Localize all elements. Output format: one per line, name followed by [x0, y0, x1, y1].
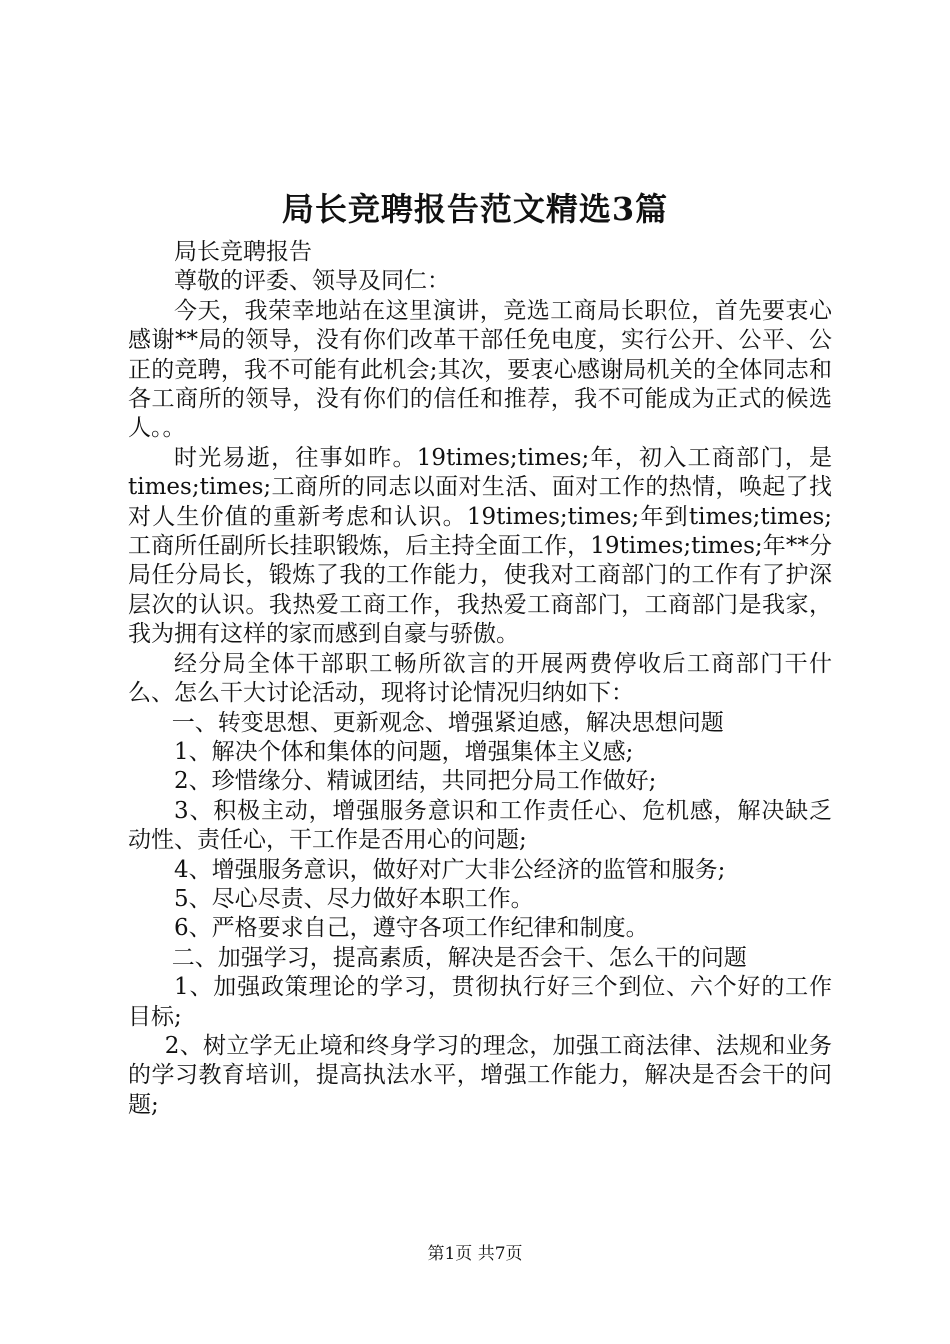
- section-heading-1: 一、转变思想、更新观念、增强紧迫感，解决思想问题: [171, 709, 724, 736]
- page-footer: 第1页 共7页: [427, 1244, 523, 1264]
- list-item: 5、尽心尽责、尽力做好本职工作。: [174, 885, 534, 912]
- paragraph-discussion-intro: 经分局全体干部职工畅所欲言的开展两费停收后工商部门干什么、怎么干大讨论活动，现将讨论情况归纳如下：: [128, 650, 832, 707]
- paragraph-opening: 今天，我荣幸地站在这里演讲，竞选工商局长职位，首先要衷心感谢**局的领导，没有你们改革干部任免电度，实行公开、公平、公正的竞聘，我不可能有此机会;其次，要衷心感谢局机关的全体同志和各工商所的领导，没有你们的信任和推荐，我不可能成为正式的候选人。。: [128, 297, 832, 442]
- list-item: 3、积极主动，增强服务意识和工作责任心、危机感，解决缺乏动性、责任心，干工作是否用心的问题;: [128, 797, 832, 854]
- paragraph-salutation: 尊敬的评委、领导及同仁：: [174, 268, 450, 295]
- paragraph-experience: 时光易逝，往事如昨。19times;times;年，初入工商部门，是times;times;工商所的同志以面对生活、面对工作的热情，唤起了找对人生价值的重新考虑和认识。19times;times;年到times;times;工商所任副所长挂职锻炼，后主持全面工作，19times;times;年**分局任分局长，锻炼了我的工作能力，使我对工商部门的工作有了护深层次的认识。我热爱工商工作，我热爱工商部门，工商部门是我家，我为拥有这样的家而感到自豪与骄傲。: [128, 444, 832, 648]
- list-item: 1、解决个体和集体的问题，增强集体主义感;: [174, 738, 634, 765]
- document-body: [128, 238, 832, 1120]
- list-item: 6、严格要求自己，遵守各项工作纪律和制度。: [174, 915, 649, 942]
- list-item: 4、增强服务意识，做好对广大非公经济的监管和服务;: [174, 856, 726, 883]
- section-heading-2: 二、加强学习，提高素质，解决是否会干、怎么干的问题: [171, 944, 747, 971]
- paragraph-heading: 局长竞聘报告: [174, 239, 312, 265]
- list-item: 2、珍惜缘分、精诚团结，共同把分局工作做好;: [174, 768, 657, 795]
- list-item: 1、加强政策理论的学习，贯彻执行好三个到位、六个好的工作目标;: [128, 974, 832, 1030]
- document-title: 局长竞聘报告范文精选3篇: [281, 190, 669, 228]
- list-item: 2、树立学无止境和终身学习的理念，加强工商法律、法规和业务的学习教育培训，提高执法水平，增强工作能力，解决是否会干的问题;: [128, 1032, 832, 1118]
